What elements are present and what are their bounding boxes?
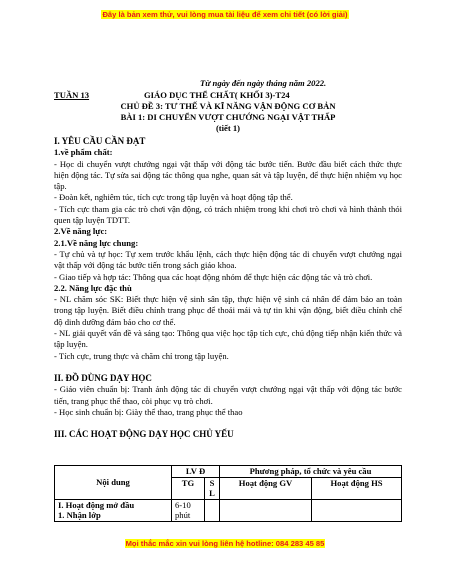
week-label: TUẦN 13 — [54, 90, 90, 100]
topic-title: CHỦ ĐỀ 3: TƯ THẾ VÀ KĨ NĂNG VẬN ĐỘNG CƠ BẢN — [120, 101, 336, 111]
section-heading-activities: III. CÁC HOẠT ĐỘNG DẠY HỌC CHỦ YẾU — [54, 429, 234, 440]
row-sl-cell — [205, 499, 220, 521]
paragraph: - Học di chuyển vượt chướng ngại vật thấp với động tác bước tiến. Bước đầu biết cách thức thực hiện động tác. Tự sửa sai động tác thông qua nghe, quan sát và tập luyện, để thực hiện nhiệm vụ học tập. — [54, 158, 402, 192]
col-content-header: Nội dung — [55, 466, 172, 500]
paragraph: - Tự chủ và tự học: Tự xem trước khẩu lệnh, cách thực hiện động tác di chuyển vượt chướng ngại vật thấp với động tác bước tiến trong sách giáo khoa. — [54, 248, 402, 271]
row-hs-cell — [312, 499, 402, 521]
row-tg-cell: 6-10 phút — [172, 499, 205, 521]
preview-notice-banner — [0, 10, 450, 19]
col-hs-header: Hoạt động HS — [312, 477, 402, 499]
table-row — [55, 499, 402, 521]
paragraph: - Tích cực tham gia các trò chơi vận động, có trách nhiệm trong khi chơi trò chơi và hình thành thói quen tập luyện TDTT. — [54, 203, 402, 226]
col-tg-header: TG — [172, 477, 205, 499]
paragraph: - Tích cực, trung thực và chăm chỉ trong tập luyện. — [54, 350, 229, 361]
paragraph: - NL giải quyết vấn đề và sáng tạo: Thông qua việc học tập tích cực, chủ động tiếp nhận kiến thức và tập luyện. — [54, 328, 402, 350]
lesson-body — [54, 136, 402, 440]
hotline-text: Mọi thắc mắc xin vui lòng liên hệ hotline: 084 283 45 85 — [125, 539, 325, 548]
lesson-title: BÀI 1: DI CHUYỂN VƯỢT CHƯỚNG NGẠI VẬT THẤP — [120, 112, 336, 122]
paragraph: - Giao tiếp và hợp tác: Thông qua các hoạt động nhóm để thực hiện các động tác và trò chơi. — [54, 271, 373, 282]
subheading-qualities: 1.về phẩm chất: — [54, 147, 113, 158]
dateline: Từ ngày đến ngày tháng năm 2022. — [200, 78, 327, 88]
table-header-row — [55, 466, 402, 478]
col-ld-header: LV Đ — [172, 466, 220, 478]
paragraph: - Giáo viên chuẩn bị: Tranh ảnh động tác di chuyển vượt chướng ngại vật thấp với động tác bước tiến, trang phục thể thao, còi phục vụ trò chơi. — [54, 384, 402, 406]
activity-subtitle: 1. Nhận lớp — [58, 510, 101, 520]
paragraph: - Đoàn kết, nghiêm túc, tích cực trong tập luyện và hoạt động tập thể. — [54, 192, 293, 203]
subheading-specific-competencies: 2.2. Năng lực đặc thù — [54, 282, 132, 293]
section-heading-requirements: I. YÊU CẦU CẦN ĐẠT — [54, 136, 146, 146]
activity-title: I. Hoạt động mở đầu — [58, 499, 135, 510]
paragraph: - NL chăm sóc SK: Biết thực hiện vệ sinh sân tập, thực hiện vệ sinh cá nhân để đảm bảo an toàn trong tập luyện. Biết điều chỉnh trang phục để thoải mái và tự tin khi vận động, biết điều chỉnh chế độ dinh dưỡng đảm bảo cho cơ thể. — [54, 294, 402, 327]
subheading-general-competencies: 2.1.Về năng lực chung: — [54, 237, 139, 248]
col-method-header: Phương pháp, tổ chức và yêu cầu — [220, 466, 402, 478]
hotline-banner — [0, 539, 450, 548]
preview-notice-text: Đây là bản xem thử, vui lòng mua tài liệu để xem chi tiết (có lời giải) — [102, 10, 348, 19]
col-gv-header: Hoạt động GV — [220, 477, 312, 499]
row-content-cell — [55, 499, 172, 521]
subheading-competencies: 2.Về năng lực: — [54, 226, 108, 237]
activities-table — [54, 465, 402, 522]
paragraph: - Học sinh chuẩn bị: Giày thể thao, trang phục thể thao — [54, 406, 243, 417]
row-gv-cell — [220, 499, 312, 521]
section-heading-materials: II. ĐỒ DÙNG DẠY HỌC — [54, 372, 152, 383]
subject-title: GIÁO DỤC THỂ CHẤT( KHỐI 3)-T24 — [144, 90, 290, 100]
period-label: (tiết 1) — [215, 123, 241, 133]
col-sl-header: S L — [205, 477, 220, 499]
